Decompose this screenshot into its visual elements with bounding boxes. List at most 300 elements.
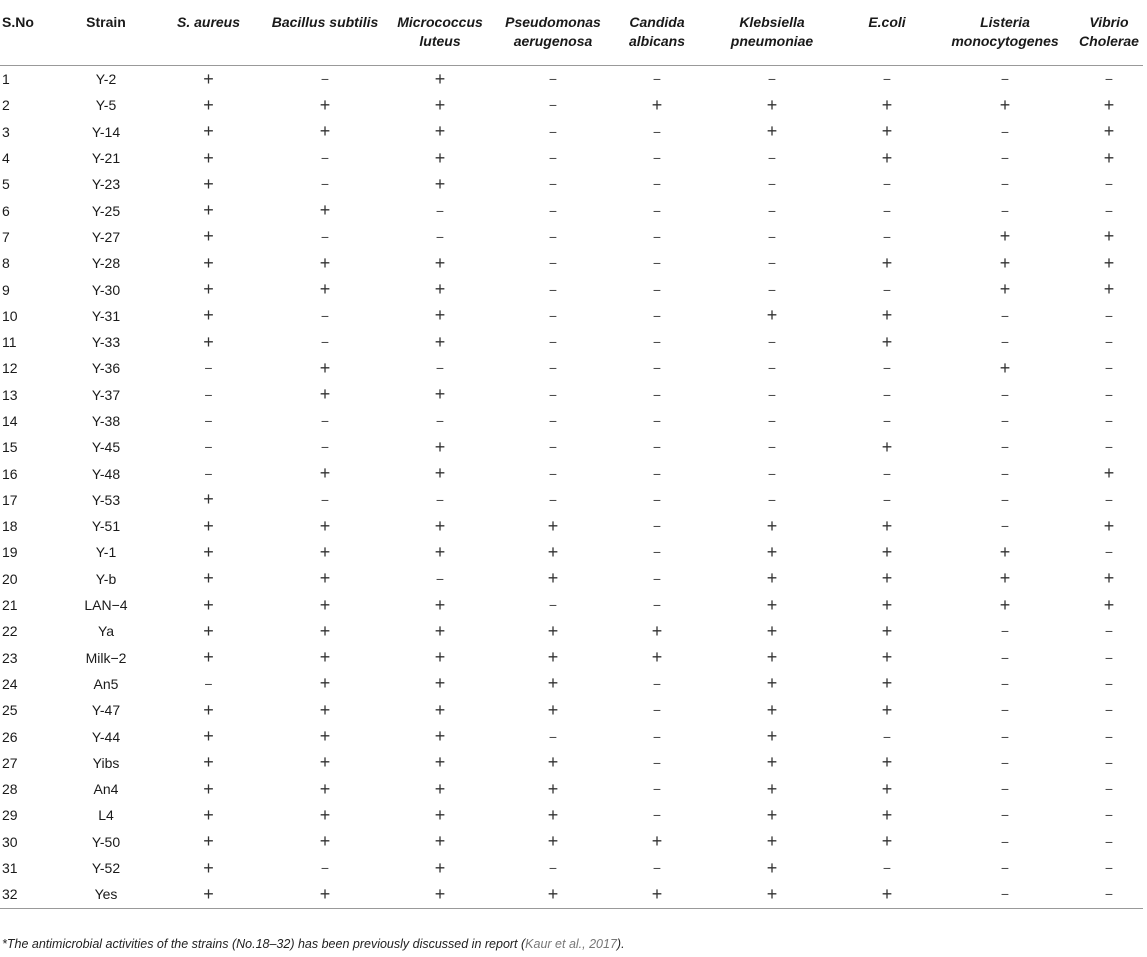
activity-cell: + bbox=[434, 673, 446, 694]
activity-cell: − bbox=[1104, 623, 1114, 640]
activity-cell: + bbox=[434, 726, 446, 747]
table-row bbox=[0, 881, 1143, 908]
activity-cell: − bbox=[652, 281, 662, 298]
table-row bbox=[0, 671, 1143, 697]
table-row bbox=[0, 66, 1143, 93]
activity-cell: + bbox=[319, 752, 331, 773]
activity-cell: + bbox=[319, 463, 331, 484]
activity-cell: + bbox=[203, 778, 214, 799]
strain-cell: Y-48 bbox=[91, 465, 121, 482]
activity-cell: − bbox=[1104, 781, 1114, 798]
activity-cell: − bbox=[1000, 150, 1010, 167]
serial-number-cell: 29 bbox=[2, 807, 18, 824]
activity-cell: + bbox=[203, 489, 214, 510]
activity-cell: − bbox=[767, 202, 777, 219]
activity-cell: + bbox=[434, 147, 446, 168]
activity-cell: + bbox=[651, 94, 663, 115]
activity-cell: + bbox=[766, 778, 778, 799]
activity-cell: − bbox=[1000, 491, 1010, 508]
activity-cell: − bbox=[882, 465, 892, 482]
table-row bbox=[0, 618, 1143, 644]
activity-cell: + bbox=[881, 752, 893, 773]
activity-cell: + bbox=[547, 804, 559, 825]
serial-number-cell: 25 bbox=[2, 702, 18, 719]
activity-cell: − bbox=[1000, 675, 1010, 692]
activity-cell: − bbox=[882, 491, 892, 508]
activity-cell: + bbox=[434, 515, 446, 536]
activity-cell: + bbox=[766, 804, 778, 825]
serial-number-cell: 26 bbox=[2, 728, 18, 745]
activity-cell: + bbox=[203, 331, 214, 352]
activity-cell: − bbox=[767, 465, 777, 482]
activity-cell: + bbox=[999, 226, 1011, 247]
serial-number-cell: 9 bbox=[2, 281, 10, 298]
activity-cell: + bbox=[319, 279, 331, 300]
activity-cell: − bbox=[1104, 860, 1114, 877]
activity-cell: + bbox=[203, 620, 214, 641]
activity-cell: − bbox=[652, 176, 662, 193]
activity-cell: − bbox=[320, 439, 330, 456]
table-row bbox=[0, 802, 1143, 828]
activity-cell: + bbox=[203, 226, 214, 247]
serial-number-cell: 13 bbox=[2, 386, 18, 403]
serial-number-cell: 10 bbox=[2, 307, 18, 324]
serial-number-cell: 17 bbox=[2, 491, 18, 508]
activity-cell: − bbox=[652, 728, 662, 745]
strain-cell: Y-44 bbox=[91, 728, 121, 745]
strain-cell: Y-45 bbox=[91, 439, 121, 456]
activity-cell: + bbox=[766, 752, 778, 773]
activity-cell: − bbox=[652, 150, 662, 167]
activity-cell: + bbox=[434, 647, 446, 668]
serial-number-cell: 11 bbox=[2, 334, 17, 351]
activity-cell: + bbox=[881, 94, 893, 115]
activity-cell: − bbox=[1104, 649, 1114, 666]
activity-cell: − bbox=[1104, 202, 1114, 219]
activity-cell: + bbox=[547, 515, 559, 536]
activity-cell: + bbox=[203, 647, 214, 668]
activity-cell: − bbox=[1104, 491, 1114, 508]
citation-link[interactable]: Kaur et al., 2017 bbox=[525, 937, 617, 951]
serial-number-cell: 8 bbox=[2, 255, 10, 272]
activity-cell: − bbox=[204, 465, 213, 482]
activity-cell: + bbox=[434, 883, 446, 904]
activity-cell: + bbox=[203, 173, 214, 194]
activity-cell: − bbox=[435, 570, 445, 587]
activity-cell: − bbox=[1104, 413, 1114, 429]
serial-number-cell: 24 bbox=[2, 675, 18, 692]
activity-cell: − bbox=[767, 228, 777, 245]
table-row bbox=[0, 592, 1143, 618]
column-header: Listeria monocytogenes bbox=[951, 14, 1059, 49]
activity-cell: − bbox=[767, 413, 777, 429]
activity-cell: − bbox=[767, 491, 777, 508]
activity-cell: + bbox=[766, 673, 778, 694]
activity-cell: − bbox=[548, 228, 558, 245]
table-row bbox=[0, 303, 1143, 329]
activity-cell: − bbox=[1000, 860, 1010, 877]
activity-cell: + bbox=[203, 752, 214, 773]
table-row bbox=[0, 487, 1143, 513]
activity-cell: + bbox=[434, 121, 446, 142]
table-row bbox=[0, 382, 1143, 408]
table-row bbox=[0, 329, 1143, 355]
activity-cell: − bbox=[1000, 71, 1010, 88]
activity-cell: + bbox=[1103, 226, 1115, 247]
activity-cell: + bbox=[434, 831, 446, 852]
activity-cell: + bbox=[434, 699, 446, 720]
strain-cell: Y-36 bbox=[91, 360, 121, 377]
strain-cell: Ya bbox=[97, 623, 115, 640]
activity-cell: − bbox=[1104, 728, 1114, 745]
table-row bbox=[0, 566, 1143, 592]
table-body bbox=[0, 66, 1143, 909]
activity-cell: + bbox=[547, 699, 559, 720]
activity-cell: − bbox=[548, 386, 558, 403]
activity-cell: − bbox=[435, 360, 445, 377]
activity-cell: + bbox=[999, 94, 1011, 115]
activity-cell: − bbox=[652, 386, 662, 403]
activity-cell: + bbox=[319, 121, 331, 142]
activity-cell: + bbox=[999, 357, 1011, 378]
activity-cell: − bbox=[1000, 465, 1010, 482]
strain-cell: Milk−2 bbox=[85, 649, 127, 666]
activity-cell: + bbox=[547, 883, 559, 904]
activity-cell: + bbox=[766, 726, 778, 747]
strain-cell: Y-23 bbox=[91, 176, 121, 193]
activity-cell: − bbox=[1104, 675, 1114, 692]
activity-cell: − bbox=[652, 255, 662, 272]
activity-cell: + bbox=[881, 331, 893, 352]
activity-cell: − bbox=[767, 71, 777, 88]
activity-cell: + bbox=[1103, 279, 1115, 300]
activity-cell: + bbox=[881, 647, 893, 668]
activity-cell: + bbox=[203, 200, 214, 221]
table-row bbox=[0, 171, 1143, 197]
activity-cell: − bbox=[1000, 807, 1010, 824]
activity-cell: + bbox=[319, 673, 331, 694]
strain-cell: Y-30 bbox=[91, 281, 121, 298]
footnote-text: *The antimicrobial activities of the strains (No.18–32) has been previously discussed in report ( bbox=[2, 937, 526, 951]
activity-cell: − bbox=[548, 491, 558, 508]
activity-cell: − bbox=[882, 71, 892, 88]
activity-cell: − bbox=[652, 518, 662, 535]
activity-cell: + bbox=[434, 857, 446, 878]
activity-cell: − bbox=[1000, 413, 1010, 429]
column-header: S.No bbox=[2, 14, 34, 30]
serial-number-cell: 16 bbox=[2, 465, 18, 482]
strain-cell: Y-51 bbox=[91, 518, 121, 535]
activity-cell: + bbox=[434, 752, 446, 773]
activity-cell: − bbox=[652, 439, 662, 456]
strain-cell: Y-5 bbox=[95, 97, 117, 114]
activity-cell: − bbox=[652, 860, 662, 877]
activity-cell: − bbox=[548, 150, 558, 167]
strain-cell: Y-50 bbox=[91, 833, 121, 850]
table-row bbox=[0, 750, 1143, 776]
activity-cell: + bbox=[434, 463, 446, 484]
table-row bbox=[0, 145, 1143, 171]
activity-cell: − bbox=[435, 413, 445, 429]
activity-cell: + bbox=[319, 831, 331, 852]
table-row bbox=[0, 723, 1143, 749]
activity-cell: − bbox=[204, 360, 213, 377]
serial-number-cell: 20 bbox=[2, 570, 18, 587]
activity-cell: + bbox=[319, 647, 331, 668]
activity-cell: + bbox=[434, 804, 446, 825]
activity-cell: − bbox=[882, 860, 892, 877]
strain-cell: Y-27 bbox=[91, 228, 121, 245]
activity-cell: + bbox=[319, 699, 331, 720]
activity-cell: + bbox=[881, 883, 893, 904]
activity-cell: − bbox=[1000, 649, 1010, 666]
strain-cell: Y-53 bbox=[91, 491, 121, 508]
activity-cell: + bbox=[434, 68, 446, 89]
column-header: Strain bbox=[86, 14, 126, 30]
activity-cell: + bbox=[434, 279, 446, 300]
column-header: S. aureus bbox=[176, 14, 241, 30]
activity-cell: + bbox=[766, 857, 778, 878]
footnote-end: ). bbox=[616, 937, 625, 951]
activity-cell: + bbox=[766, 594, 778, 615]
table-row bbox=[0, 224, 1143, 250]
activity-cell: + bbox=[547, 752, 559, 773]
activity-cell: + bbox=[203, 515, 214, 536]
activity-cell: + bbox=[319, 515, 331, 536]
activity-cell: − bbox=[1104, 544, 1114, 561]
activity-cell: − bbox=[882, 413, 892, 429]
activity-cell: − bbox=[652, 71, 662, 88]
activity-cell: − bbox=[1000, 123, 1010, 140]
activity-cell: + bbox=[881, 147, 893, 168]
activity-cell: + bbox=[881, 252, 893, 273]
activity-cell: + bbox=[203, 857, 214, 878]
activity-cell: + bbox=[766, 699, 778, 720]
activity-cell: − bbox=[1000, 386, 1010, 403]
activity-cell: + bbox=[434, 778, 446, 799]
activity-cell: − bbox=[548, 860, 558, 877]
activity-cell: + bbox=[319, 778, 331, 799]
serial-number-cell: 1 bbox=[2, 71, 10, 88]
activity-cell: + bbox=[203, 831, 214, 852]
strain-cell: LAN−4 bbox=[84, 597, 128, 614]
activity-cell: + bbox=[434, 594, 446, 615]
activity-cell: − bbox=[1000, 439, 1010, 456]
activity-cell: − bbox=[548, 71, 558, 88]
activity-cell: − bbox=[320, 491, 330, 508]
activity-cell: − bbox=[652, 123, 662, 140]
activity-cell: + bbox=[651, 647, 663, 668]
activity-cell: − bbox=[1104, 702, 1114, 719]
activity-cell: − bbox=[767, 281, 777, 298]
activity-cell: − bbox=[882, 202, 892, 219]
table-row bbox=[0, 539, 1143, 565]
activity-cell: − bbox=[320, 334, 330, 351]
activity-cell: − bbox=[435, 202, 445, 219]
serial-number-cell: 31 bbox=[2, 860, 18, 877]
strain-cell: Y-21 bbox=[91, 150, 121, 167]
activity-cell: − bbox=[1000, 833, 1010, 850]
activity-cell: + bbox=[881, 515, 893, 536]
activity-cell: − bbox=[652, 465, 662, 482]
table-row bbox=[0, 434, 1143, 460]
activity-cell: − bbox=[882, 728, 892, 745]
activity-cell: − bbox=[767, 439, 777, 456]
activity-cell: + bbox=[766, 831, 778, 852]
serial-number-cell: 7 bbox=[2, 228, 10, 245]
activity-cell: + bbox=[319, 94, 331, 115]
activity-cell: − bbox=[1104, 754, 1114, 771]
activity-cell: + bbox=[434, 252, 446, 273]
activity-cell: + bbox=[1103, 594, 1115, 615]
activity-cell: + bbox=[319, 804, 331, 825]
activity-cell: + bbox=[547, 620, 559, 641]
activity-cell: + bbox=[766, 568, 778, 589]
table-row bbox=[0, 119, 1143, 145]
activity-cell: + bbox=[434, 620, 446, 641]
activity-cell: + bbox=[999, 541, 1011, 562]
activity-cell: − bbox=[1000, 702, 1010, 719]
column-header: Vibrio Cholerae bbox=[1079, 14, 1139, 49]
activity-cell: − bbox=[548, 465, 558, 482]
activity-cell: + bbox=[651, 620, 663, 641]
activity-cell: − bbox=[767, 150, 777, 167]
activity-cell: + bbox=[651, 883, 663, 904]
serial-number-cell: 3 bbox=[2, 123, 10, 140]
table-row bbox=[0, 276, 1143, 302]
activity-cell: − bbox=[320, 413, 330, 429]
table-row bbox=[0, 855, 1143, 881]
strain-cell: Y-25 bbox=[91, 202, 121, 219]
activity-cell: − bbox=[320, 228, 330, 245]
activity-cell: − bbox=[548, 728, 558, 745]
activity-cell: − bbox=[1000, 623, 1010, 640]
activity-cell: − bbox=[882, 176, 892, 193]
activity-cell: − bbox=[1104, 807, 1114, 824]
activity-cell: + bbox=[881, 778, 893, 799]
activity-cell: + bbox=[881, 568, 893, 589]
activity-cell: − bbox=[652, 334, 662, 351]
activity-cell: − bbox=[767, 334, 777, 351]
activity-cell: + bbox=[1103, 121, 1115, 142]
serial-number-cell: 27 bbox=[2, 754, 18, 771]
activity-cell: − bbox=[435, 228, 445, 245]
activity-cell: − bbox=[548, 360, 558, 377]
activity-cell: + bbox=[434, 384, 446, 405]
table-row bbox=[0, 197, 1143, 223]
table-row bbox=[0, 697, 1143, 723]
activity-cell: + bbox=[651, 831, 663, 852]
table-row bbox=[0, 645, 1143, 671]
table-row bbox=[0, 460, 1143, 486]
strain-cell: Y-38 bbox=[91, 413, 121, 429]
activity-cell: + bbox=[999, 568, 1011, 589]
serial-number-cell: 19 bbox=[2, 544, 18, 561]
activity-cell: + bbox=[203, 726, 214, 747]
serial-number-cell: 32 bbox=[2, 886, 18, 903]
activity-cell: + bbox=[1103, 568, 1115, 589]
activity-cell: + bbox=[881, 436, 893, 457]
activity-cell: + bbox=[203, 252, 214, 273]
activity-cell: + bbox=[319, 384, 331, 405]
strain-cell: An4 bbox=[93, 781, 119, 798]
activity-cell: + bbox=[881, 831, 893, 852]
activity-cell: − bbox=[882, 228, 892, 245]
activity-cell: − bbox=[548, 439, 558, 456]
column-header: Candida albicans bbox=[628, 14, 686, 49]
activity-cell: − bbox=[767, 360, 777, 377]
strain-cell: Y-1 bbox=[95, 544, 117, 561]
table-row bbox=[0, 92, 1143, 118]
activity-cell: − bbox=[320, 176, 330, 193]
activity-cell: − bbox=[1000, 754, 1010, 771]
serial-number-cell: 2 bbox=[2, 97, 10, 114]
table-row bbox=[0, 408, 1143, 434]
strain-cell: Y-31 bbox=[91, 307, 121, 324]
table-row bbox=[0, 355, 1143, 381]
activity-cell: − bbox=[652, 491, 662, 508]
activity-cell: − bbox=[320, 860, 330, 877]
activity-cell: − bbox=[652, 228, 662, 245]
activity-cell: + bbox=[766, 515, 778, 536]
activity-cell: + bbox=[881, 541, 893, 562]
activity-cell: + bbox=[203, 804, 214, 825]
activity-cell: + bbox=[434, 94, 446, 115]
column-header: E.coli bbox=[868, 14, 906, 30]
activity-cell: + bbox=[881, 673, 893, 694]
activity-cell: − bbox=[1000, 728, 1010, 745]
activity-cell: − bbox=[767, 255, 777, 272]
activity-cell: + bbox=[203, 94, 214, 115]
activity-cell: − bbox=[320, 150, 330, 167]
activity-cell: + bbox=[766, 541, 778, 562]
activity-cell: − bbox=[882, 281, 892, 298]
activity-cell: − bbox=[548, 597, 558, 614]
activity-cell: − bbox=[652, 360, 662, 377]
table-row bbox=[0, 829, 1143, 855]
activity-cell: + bbox=[1103, 515, 1115, 536]
activity-cell: + bbox=[203, 121, 214, 142]
activity-cell: − bbox=[204, 675, 213, 692]
activity-cell: + bbox=[547, 778, 559, 799]
activity-cell: + bbox=[319, 200, 331, 221]
activity-cell: − bbox=[1000, 781, 1010, 798]
activity-cell: + bbox=[547, 673, 559, 694]
activity-cell: − bbox=[548, 307, 558, 324]
activity-cell: − bbox=[548, 202, 558, 219]
activity-cell: − bbox=[1104, 71, 1114, 88]
activity-cell: + bbox=[1103, 147, 1115, 168]
strain-cell: L4 bbox=[98, 807, 114, 824]
activity-cell: − bbox=[1104, 439, 1114, 456]
activity-cell: − bbox=[320, 71, 330, 88]
activity-cell: + bbox=[203, 305, 214, 326]
column-header: Micrococcus luteus bbox=[397, 14, 483, 49]
serial-number-cell: 4 bbox=[2, 150, 10, 167]
activity-cell: − bbox=[652, 413, 662, 429]
activity-cell: + bbox=[203, 594, 214, 615]
activity-cell: + bbox=[999, 279, 1011, 300]
activity-cell: − bbox=[320, 307, 330, 324]
activity-cell: + bbox=[881, 699, 893, 720]
activity-cell: − bbox=[652, 675, 662, 692]
activity-cell: + bbox=[766, 883, 778, 904]
activity-cell: + bbox=[547, 568, 559, 589]
table-row bbox=[0, 776, 1143, 802]
serial-number-cell: 23 bbox=[2, 649, 18, 666]
activity-cell: − bbox=[652, 202, 662, 219]
activity-cell: + bbox=[319, 541, 331, 562]
